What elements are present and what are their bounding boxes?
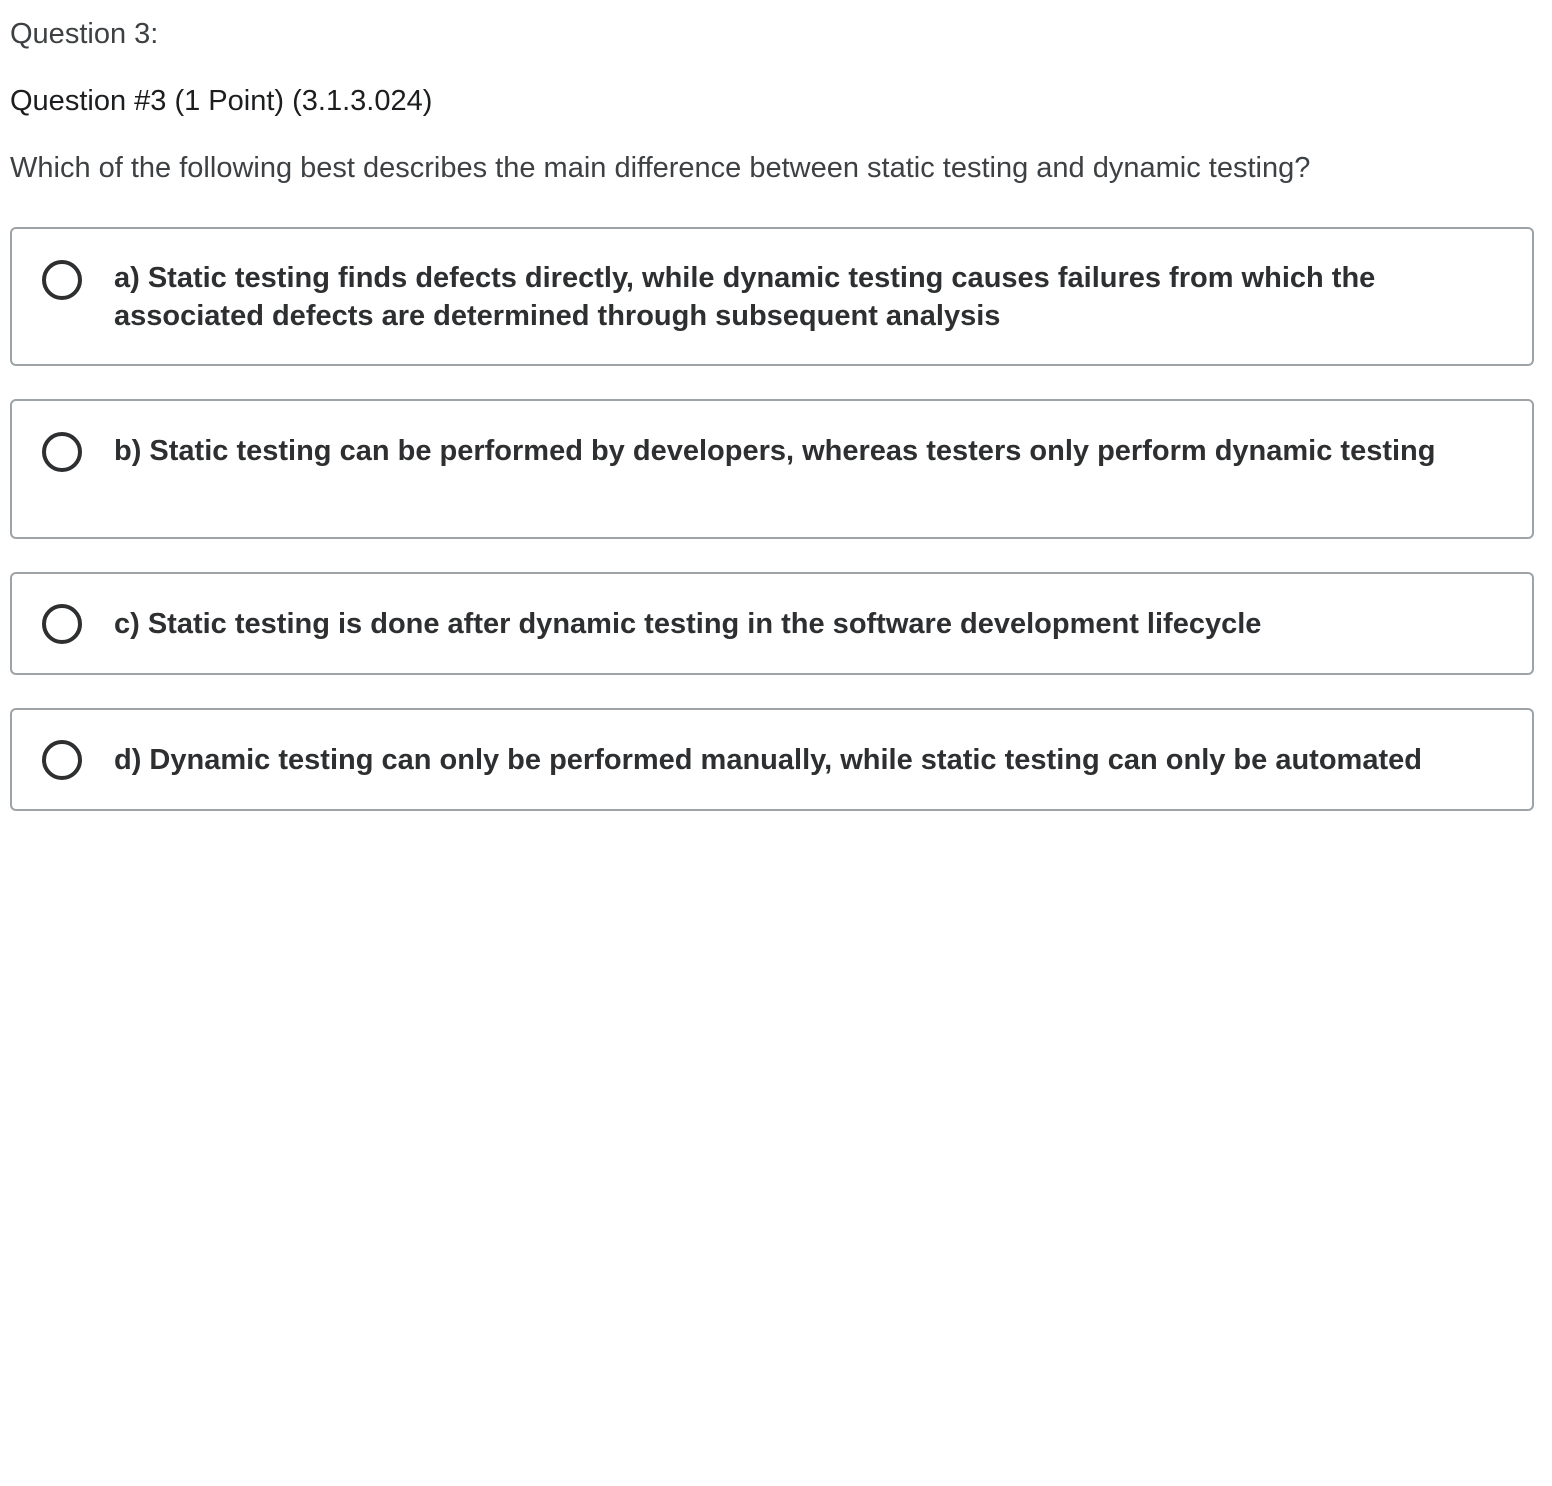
answer-option-label: b) Static testing can be performed by developers, whereas testers only perform dynamic testing xyxy=(114,435,1436,467)
radio-unchecked-icon[interactable] xyxy=(42,740,82,780)
radio-unchecked-icon[interactable] xyxy=(42,260,82,300)
question-id: Question #3 (1 Point) (3.1.3.024) xyxy=(10,85,433,117)
answer-option-label: d) Dynamic testing can only be performed manually, while static testing can only be automated xyxy=(114,744,1422,776)
question-prompt: Which of the following best describes the main difference between static testing and dynamic testing? xyxy=(10,152,1311,184)
answer-option-b[interactable] xyxy=(10,399,1534,539)
answer-option-c[interactable] xyxy=(10,572,1534,675)
question-number: Question 3: xyxy=(10,18,159,50)
answer-option-label: c) Static testing is done after dynamic testing in the software development lifecycle xyxy=(114,608,1262,640)
radio-unchecked-icon[interactable] xyxy=(42,432,82,472)
answer-option-label: a) Static testing finds defects directly, while dynamic testing causes failures from which the associated defects are determined through subsequent analysis xyxy=(114,262,1376,332)
answer-option-a[interactable] xyxy=(10,227,1534,366)
radio-unchecked-icon[interactable] xyxy=(42,604,82,644)
answer-option-d[interactable] xyxy=(10,708,1534,811)
